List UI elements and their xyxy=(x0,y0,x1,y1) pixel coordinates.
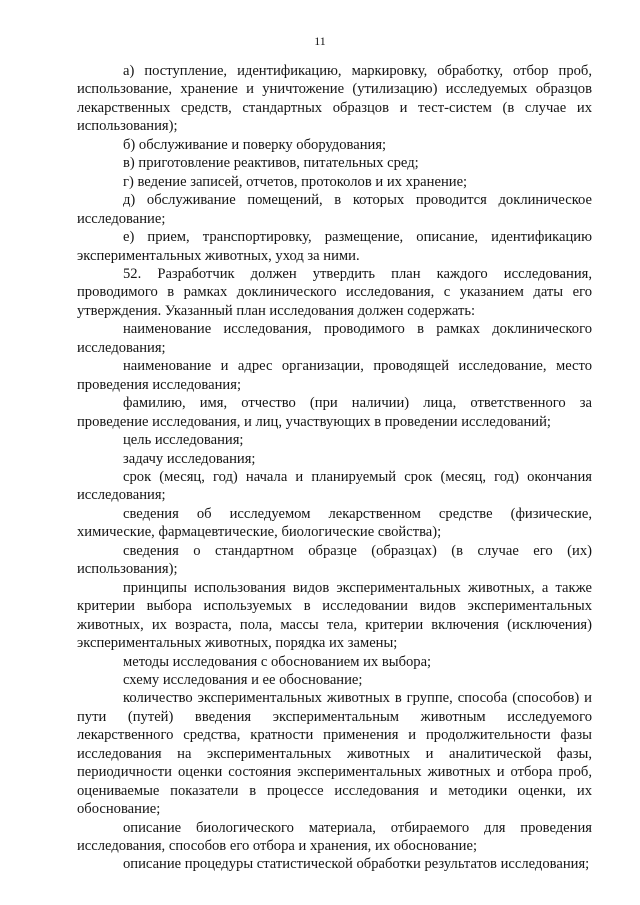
plan-item-biomaterial: описание биологического материала, отбираемого для проведения исследования, способов его отбора и хранения, их обоснование; xyxy=(77,819,592,855)
paragraph-g: г) ведение записей, отчетов, протоколов и их хранение; xyxy=(123,173,468,190)
plan-item-animal-principles: принципы использования видов экспериментальных животных, а также критерии выбора используемых в исследовании видов экспериментальных животных, их возраста, пола, массы тела, критерии включения (исключения) экспериментальных животных, порядка их замены; xyxy=(77,579,592,652)
page-number: 11 xyxy=(314,34,326,48)
paragraph-v: в) приготовление реактивов, питательных сред; xyxy=(123,155,419,172)
plan-item-study-name: наименование исследования, проводимого в рамках доклинического исследования; xyxy=(77,321,592,356)
paragraph-e: е) прием, транспортировку, размещение, описание, идентификацию экспериментальных животных, уход за ними. xyxy=(77,229,592,264)
paragraph-b: б) обслуживание и поверку оборудования; xyxy=(123,136,387,153)
plan-item-responsible-person: фамилию, имя, отчество (при наличии) лица, ответственного за проведение исследования, и лиц, участвующих в проведении исследований; xyxy=(77,395,592,430)
plan-item-scheme: схему исследования и ее обоснование; xyxy=(123,671,363,688)
plan-item-timeline: срок (месяц, год) начала и планируемый срок (месяц, год) окончания исследования; xyxy=(77,468,592,504)
plan-item-organization: наименование и адрес организации, проводящей исследование, место проведения исследования; xyxy=(77,358,592,393)
paragraph-d: д) обслуживание помещений, в которых проводится доклиническое исследование; xyxy=(77,192,592,227)
plan-item-methods: методы исследования с обоснованием их выбора; xyxy=(123,653,432,670)
plan-item-animal-count: количество экспериментальных животных в группе, способа (способов) и пути (путей) введения экспериментальным животным исследуемого лекарственного средства, кратности применения и продолжительности фазы исследования на экспериментальных животных и аналитической фазы, периодичности оценки состояния экспериментальных животных и отбора проб, оцениваемые показатели в процессе исследования и методики оценки, их обоснование; xyxy=(77,690,592,818)
plan-item-goal: цель исследования; xyxy=(123,432,244,449)
document-body xyxy=(77,62,592,874)
plan-item-drug-info: сведения об исследуемом лекарственном средстве (физические, химические, фармацевтические, биологические свойства); xyxy=(77,505,592,541)
paragraph-a: а) поступление, идентификацию, маркировку, обработку, отбор проб, использование, хранение и уничтожение (утилизацию) исследуемых образцов лекарственных средств, стандартных образцов и тест-систем (в случае их использования); xyxy=(77,63,592,135)
plan-item-statistics: описание процедуры статистической обработки результатов исследования; xyxy=(123,856,590,873)
plan-item-standard-sample: сведения о стандартном образце (образцах) (в случае его (их) использования); xyxy=(77,542,592,578)
paragraph-52: 52. Разработчик должен утвердить план каждого исследования, проводимого в рамках доклинического исследования, с указанием даты его утверждения. Указанный план исследования должен содержать: xyxy=(77,265,592,319)
plan-item-task: задачу исследования; xyxy=(123,450,256,467)
